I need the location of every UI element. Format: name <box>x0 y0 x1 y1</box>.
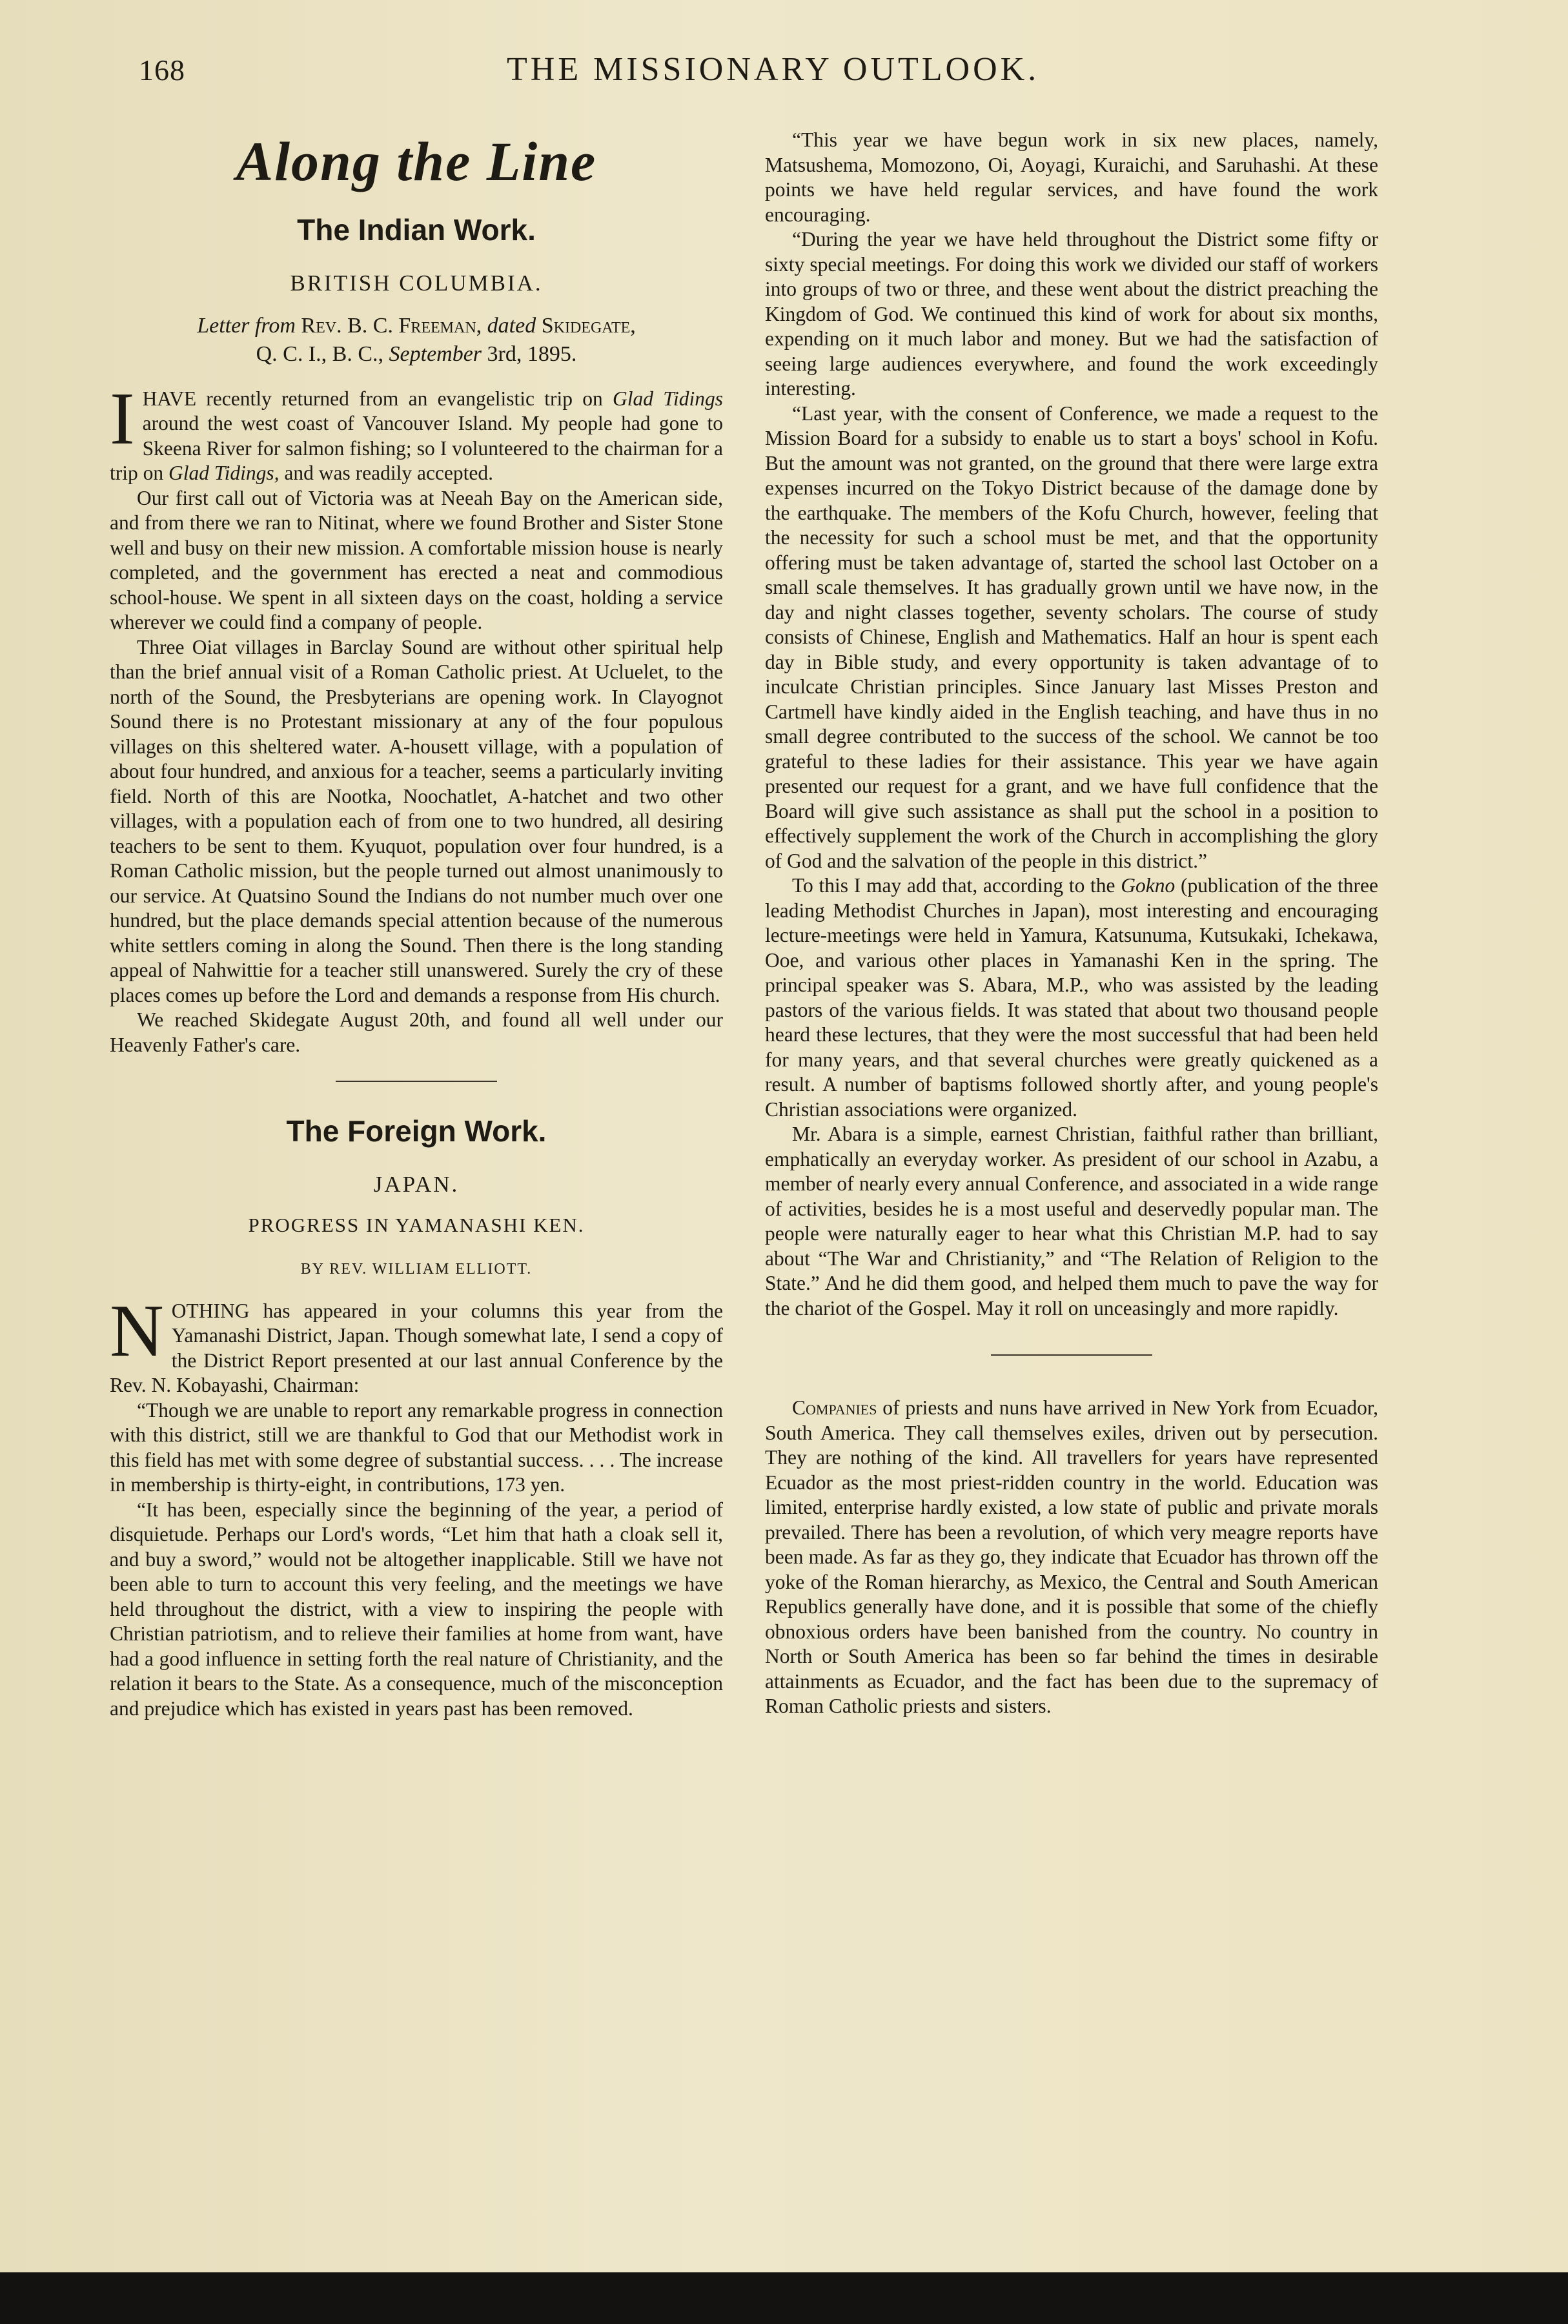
left-column <box>110 123 723 1721</box>
article-subtitle: PROGRESS IN YAMANASHI KEN. <box>248 1213 585 1236</box>
section-title: Along the Line <box>236 130 597 192</box>
lead-word: Companies <box>792 1396 877 1419</box>
ecuador-paragraph: Companies of priests and nuns have arrived in New York from Ecuador, South America. They call themselves exiles, driven out by persecution. They are nothing of the kind. All travellers for years have represented Ecuador as the most priest-ridden country in the world. Education was limited, enterprise hardly existed, a low state of public and private morals prevailed. There has been a revolution, of which very meagre reports have been made. As far as they go, they indicate that Ecuador has thrown off the yoke of the Roman hierarchy, as Mexico, the Central and South American Republics generally have done, and it is possible that some of the chiefly obnoxious orders have been banished from the country. No country in North or South America has been so far behind the times in desirable attainments as Ecuador, and the fact has been due to the supremacy of Roman Catholic priests and sisters. <box>765 1396 1378 1717</box>
right-column <box>765 128 1378 1719</box>
running-header <box>139 50 1430 102</box>
foreign-paragraph: “Though we are unable to report any remarkable progress in connection with this district, still we are thankful to God that our Methodist work in this field has met with some degree of substantial success. . . . The increase in membership is thirty-eight, in contributions, 173 yen. <box>110 1398 723 1496</box>
foreign-paragraph: “It has been, especially since the beginning of the year, a period of disquietude. Perhaps our Lord's words, “Let him that hath a cloak sell it, and buy a sword,” would not be altogether inapplicable. Still we have not been able to turn to account this very feeling, and the meetings we have held throughout the district, with a view to inspiring the people with Christian patriotism, and to relieve their families at home from want, have had a good influence in setting forth the real nature of Christianity, and the relation it bears to the State. As a consequence, much of the misconception and prejudice which has existed in years past has been removed. <box>110 1498 723 1720</box>
drop-cap: N <box>110 1289 164 1372</box>
indian-paragraph: Three Oiat villages in Barclay Sound are without other spiritual help than the brief annual visit of a Roman Catholic priest. At Ucluelet, to the north of the Sound, the Presbyterians are opening work. In Clayognot Sound there is no Protestant missionary at any of the four populous villages on this sheltered water. A-housett village, with a population of about four hundred, and anxious for a teacher, seems a particularly inviting field. North of this are Nootka, Noochatlet, A-hatchet and two other villages, with a population each of from one to two hundred, all desiring teachers to be sent to them. Kyuquot, population over four hundred, is a Roman Catholic mission, but the people turned out almost unanimously to our service. At Quatsino Sound the Indians do not number much over one hundred, but the place demands special attention because of the numerous white settlers coming in along the Sound. Then there is the long standing appeal of Nahwittie for a teacher still unanswered. Surely the cry of these places comes up before the Lord and demands a response from His church. <box>110 635 723 1006</box>
drop-cap: I <box>110 377 135 460</box>
dateline-place2: Q. C. I., B. C., <box>256 341 384 366</box>
foreign-paragraph: NOTHING has appeared in your columns this year from the Yamanashi District, Japan. Though somewhat late, I send a copy of the District Report presented at our last annual Conference by the Rev. N. Kobayashi, Chairman: <box>110 1289 723 1396</box>
dateline-author: Rev. B. C. Freeman, <box>301 313 482 338</box>
dateline-place: Skidegate, <box>541 313 636 338</box>
region-japan: JAPAN. <box>373 1172 460 1197</box>
page-number: 168 <box>139 54 185 87</box>
scan-bottom-edge <box>0 2272 1568 2324</box>
foreign-paragraph: To this I may add that, according to the Gokno (publication of the three leading Methodist Churches in Japan), most interesting and encouraging lecture-meetings were held in Yamura, Katsunuma, Kutsukaki, Ichekawa, Ooe, and various other places in Yamanashi Ken in the spring. The principal speaker was S. Abara, M.P., who was assisted by the leading pastors of the various fields. It was stated that about two thousand people heard these lectures, that they were the most successful that had been held for many years, and that several churches were greatly quickened as a result. A number of baptisms followed shortly after, and young people's Christian associations were organized. <box>765 874 1378 1121</box>
publication-name: Gokno <box>1121 874 1176 897</box>
indian-paragraph: I HAVE recently returned from an evangelistic trip on Glad Tidings around the west coast of Vancouver Island. My people had gone to Skeena River for salmon fishing; so I volunteered to the chairman for a trip on Glad Tidings, and was readily accepted. <box>110 377 723 484</box>
indian-work-heading: The Indian Work. <box>297 213 536 247</box>
indian-paragraph: Our first call out of Victoria was at Neeah Bay on the American side, and from there we ran to Nitinat, where we found Brother and Sister Stone well and busy on their new mission. A comfortable mission house is nearly completed, and the government has erected a neat and commodious school-house. We spent in all sixteen days on the coast, holding a service wherever we could find a company of people. <box>110 486 723 633</box>
dateline-date: 3rd, 1895. <box>487 341 577 366</box>
foreign-paragraph: “During the year we have held throughout the District some fifty or sixty special meetings. For doing this work we divided our staff of workers into groups of two or three, and these went about the district preaching the Kingdom of God. We continued this kind of work for about six months, expending on it much labor and money. But we had the satisfaction of seeing large audiences everywhere, and found the work exceedingly interesting. <box>765 228 1378 400</box>
running-title: THE MISSIONARY OUTLOOK. <box>507 51 1040 88</box>
letter-dateline <box>110 312 723 369</box>
dateline-letter-from: Letter from <box>197 313 296 338</box>
region-british-columbia: BRITISH COLUMBIA. <box>290 270 543 296</box>
foreign-paragraph: Mr. Abara is a simple, earnest Christian, faithful rather than brilliant, emphatically an everyday worker. As president of our school in Azabu, a member of nearly every annual Conference, and associated in a wide range of activities, besides he is a most useful and deservedly popular man. The people were naturally eager to hear what this Christian M.P. had to say about “The War and Christianity,” and “The Relation of Religion to the State.” And he did them good, and helped them much to pave the way for the chariot of the Gospel. May it roll on unceasingly and more rapidly. <box>765 1123 1378 1320</box>
article-byline: BY REV. WILLIAM ELLIOTT. <box>300 1261 533 1278</box>
foreign-work-heading: The Foreign Work. <box>286 1114 547 1148</box>
dateline-dated: dated <box>487 313 536 338</box>
dateline-month: September <box>389 341 482 366</box>
section-divider <box>336 1081 497 1082</box>
indian-paragraph: We reached Skidegate August 20th, and found all well under our Heavenly Father's care. <box>110 1008 723 1056</box>
foreign-paragraph: “Last year, with the consent of Conference, we made a request to the Mission Board for a subsidy to enable us to start a boys' school in Kofu. But the amount was not granted, on the ground that there were large extra expenses incurred on the Tokyo District because of the damage done by the earthquake. The members of the Kofu Church, however, feeling that the necessity for such a school must be met, and that the opportunity offering must be taken advantage of, started the school last October on a small scale themselves. It has gradually grown until we have now, in the day and night classes together, seventy scholars. The course of study consists of Chinese, English and Mathematics. Half an hour is spent each day in Bible study, and every opportunity is taken advantage of to inculcate Christian principles. Since January last Misses Preston and Cartmell have kindly aided in the English teaching, and have thus in no small degree contributed to the success of the school. We cannot be too grateful to these ladies for their assistance. This year we have again presented our request for a grant, and we have full confidence that the Board will give such assistance as shall put the school in a position to effectively supplement the work of the Church in accomplishing the glory of God and the salvation of the people in this district.” <box>765 402 1378 872</box>
ship-name: Glad Tidings <box>612 387 723 410</box>
foreign-paragraph: “This year we have begun work in six new places, namely, Matsushema, Momozono, Oi, Aoyagi, Kuraichi, and Saruhashi. At these points we have held regular services, and have found the work encouraging. <box>765 128 1378 226</box>
section-divider <box>991 1354 1152 1356</box>
ship-name: Glad Tidings, <box>168 462 280 484</box>
